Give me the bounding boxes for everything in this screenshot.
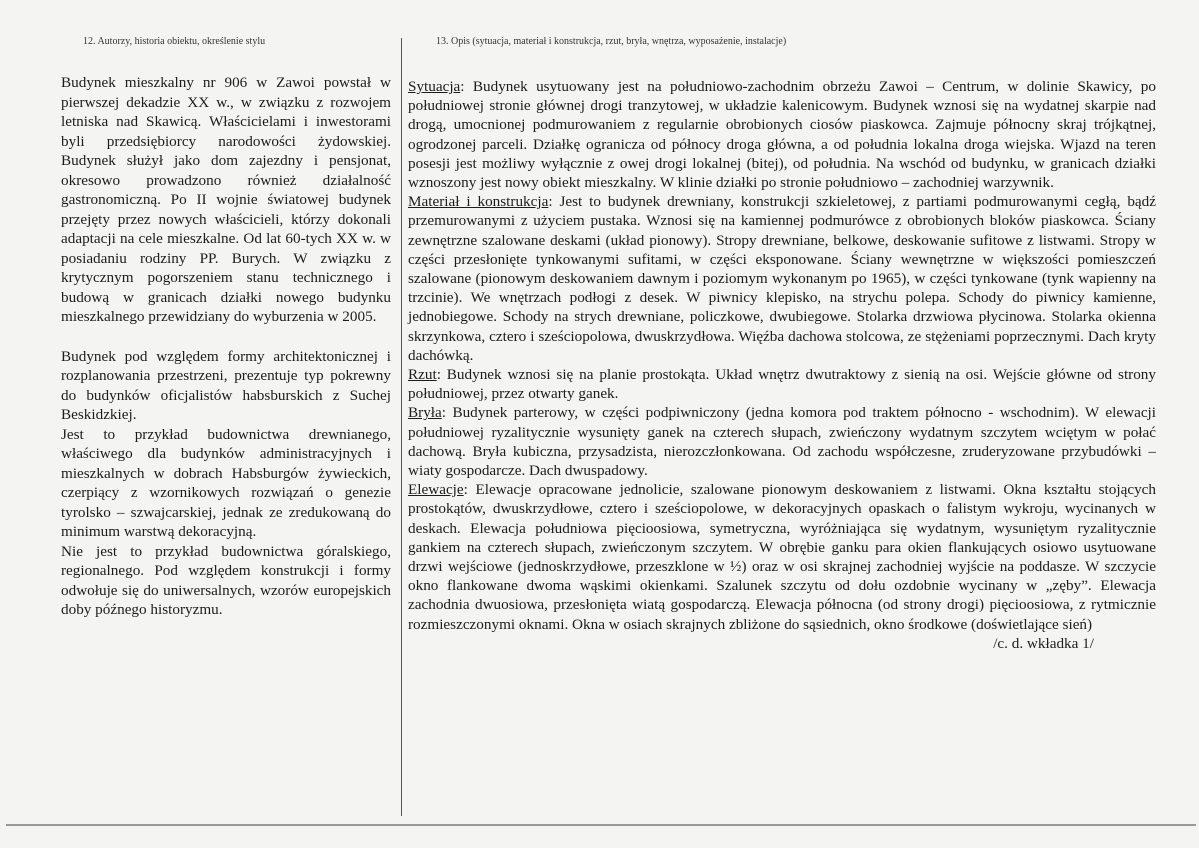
section-text: : Jest to budynek drewniany, konstrukcji szkieletowej, z partiami podmurowanymi cegłą, bądź przemurowanymi z użyciem pustaka. Wznosi się na kamiennej podmurówce z obrobionych bloków piaskowca. Ściany zewnętrzne szalowane deskami (układ pionowy). Stropy drewniane, belkowe, deskowanie sufitowe z listwami. Stropy w części przesłonięte tynkowanymi sufitami, w części eksponowane. Ściany wewnętrzne w większości pomieszczeń szalowane (pionowym deskowaniem dawnym i poziomym wykonanym po 1965), w części tynkowane (tynk wapienny na trzcinie). We wnętrzach podłogi z desek. W piwnicy klepisko, na strychu polepa. Schody do piwnicy kamienne, jednobiegowe. Schody na strych drewniane, policzkowe, dwubiegowe. Stolarka drzwiowa płycinowa. Stolarka okienna skrzynkowa, cztero i sześciopolowa, dwuskrzydłowa. Więźba dachowa stolcowa, ze stężeniami poprzecznymi. Dach kryty dachówką.: [408, 193, 1156, 364]
section-text: : Budynek parterowy, w części podpiwniczony (jedna komora pod traktem północno - wschodnim). W elewacji południowej ryzalitycznie wysunięty ganek na czterech słupach, zwieńczony wydatnym szczytem wciętym w połać dachową. Bryła kubiczna, przysadzista, nierozczłonkowana. Od zachodu współczesne, zruderyzowane przybudówki – wiaty gospodarcze. Dach dwuspadowy.: [408, 404, 1156, 480]
section-text: : Budynek usytuowany jest na południowo-zachodnim obrzeżu Zawoi – Centrum, w dolinie Skawicy, po południowej stronie głównej drogi tranzytowej, w układzie kalenicowym. Budynek wznosi się na wydatnej skarpie nad drogą, umocnionej podmurowaniem z regularnie obrobionych ciosów piaskowca. Zajmuje północny skraj trójkątnej, ogrodzonej parceli. Działkę ogranicza od północy droga główna, a od południa lokalna droga wiejska. Wjazd na teren posesji jest możliwy wyłącznie z owej drogi lokalnej (bitej), od południa. Na wschód od budynku, w granicach działki wznoszony jest nowy obiekt mieszkalny. W klinie działki po stronie południowo – zachodniej warzywnik.: [408, 78, 1156, 192]
style-paragraph: Jest to przykład budownictwa drewnianego, właściwego dla budynków administracyjnych i mieszkalnych w dobrach Habsburgów żywieckich, czerpiący z wzornikowych rozwiązań o genezie tyrolsko – szwajcarskiej, jednak ze zredukowaną do minimum warstwą dekoracyjną.: [61, 425, 391, 540]
history-paragraph: Budynek mieszkalny nr 906 w Zawoi powstał w pierwszej dekadzie XX w., w związku z rozwojem letniska nad Skawicą. Właścicielami i inwestorami byli przedsiębiorcy narodowości żydowskiej. Budynek służył jako dom zajezdny i pensjonat, okresowo prowadzono również działalność gastronomiczną. Po II wojnie światowej budynek przejęty przez nowych właścicieli, którzy dokonali adaptacji na cele mieszkalne. Od lat 60-tych XX w. w posiadaniu rodziny PP. Burych. W związku z krytycznym pogorszeniem stanu technicznego i budową w granicach działki nowego budynku mieszkalnego przewidziany do wyburzenia w 2005.: [61, 74, 391, 325]
style-paragraph: Budynek pod względem formy architektonicznej i rozplanowania przestrzeni, prezentuje typ pokrewny do budynków oficjalistów habsburskich z Suchej Beskidzkiej.: [61, 347, 391, 423]
style-paragraph: Nie jest to przykład budownictwa góralskiego, regionalnego. Pod względem konstrukcji i formy odwołuje się do uniwersalnych, wzorów europejskich doby późnego historyzmu.: [61, 542, 391, 618]
section-material: [408, 192, 1156, 365]
section-sytuacja: [408, 77, 1156, 192]
description-column: [408, 77, 1156, 653]
left-column-header: 12. Autorzy, historia obiektu, określenie stylu: [83, 36, 266, 47]
section-text: : Budynek wznosi się na planie prostokąta. Układ wnętrz dwutraktowy z sienią na osi. Wejście główne od strony południowej, przez otwarty ganek.: [408, 366, 1156, 403]
section-bryla: [408, 403, 1156, 480]
section-elewacje: [408, 480, 1156, 652]
history-column: [61, 73, 391, 620]
section-rzut: [408, 365, 1156, 403]
section-label: Elewacje: [408, 481, 464, 499]
right-column-header: 13. Opis (sytuacja, materiał i konstrukcja, rzut, bryła, wnętrza, wyposażenie, instalacje): [436, 36, 787, 47]
section-text: : Elewacje opracowane jednolicie, szalowane pionowym deskowaniem z listwami. Okna kształtu stojących prostokątów, dwuskrzydłowe, cztero i sześciopolowe, w dekoracyjnych opaskach o falistym wykroju, wycinanych w deskach. Elewacja południowa pięcioosiowa, symetryczna, wyróżniająca się wydatnym, wysuniętym ryzalitycznie gankiem na czterech słupach, zwieńczonym szczytem. W obrębie ganku para okien flankujących osiowo usytuowane drzwi wejściowe (jednoskrzydłowe, przeszklone w ½) oraz w osi skrajnej zachodniej wyjście na poddasze. W szczycie okno flankowane dwoma wąskimi okienkami. Szalunek szczytu od dołu ozdobnie wycinany w „zęby”. Elewacja zachodnia dwuosiowa, przesłonięta wiatą gospodarczą. Elewacja północna (od strony drogi) pięcioosiowa, z rytmicznie rozmieszczonymi oknami. Okna w osiach skrajnych zbliżone do sąsiednich, okno środkowe (doświetlające sień): [408, 481, 1156, 633]
section-label: Rzut: [408, 366, 437, 384]
column-divider: [401, 38, 402, 816]
section-label: Bryła: [408, 404, 442, 422]
section-label: Sytuacja: [408, 78, 461, 95]
continuation-note: /c. d. wkładka 1/: [993, 634, 1094, 652]
section-label: Materiał i konstrukcja: [408, 193, 549, 211]
bottom-rule: [6, 824, 1196, 826]
